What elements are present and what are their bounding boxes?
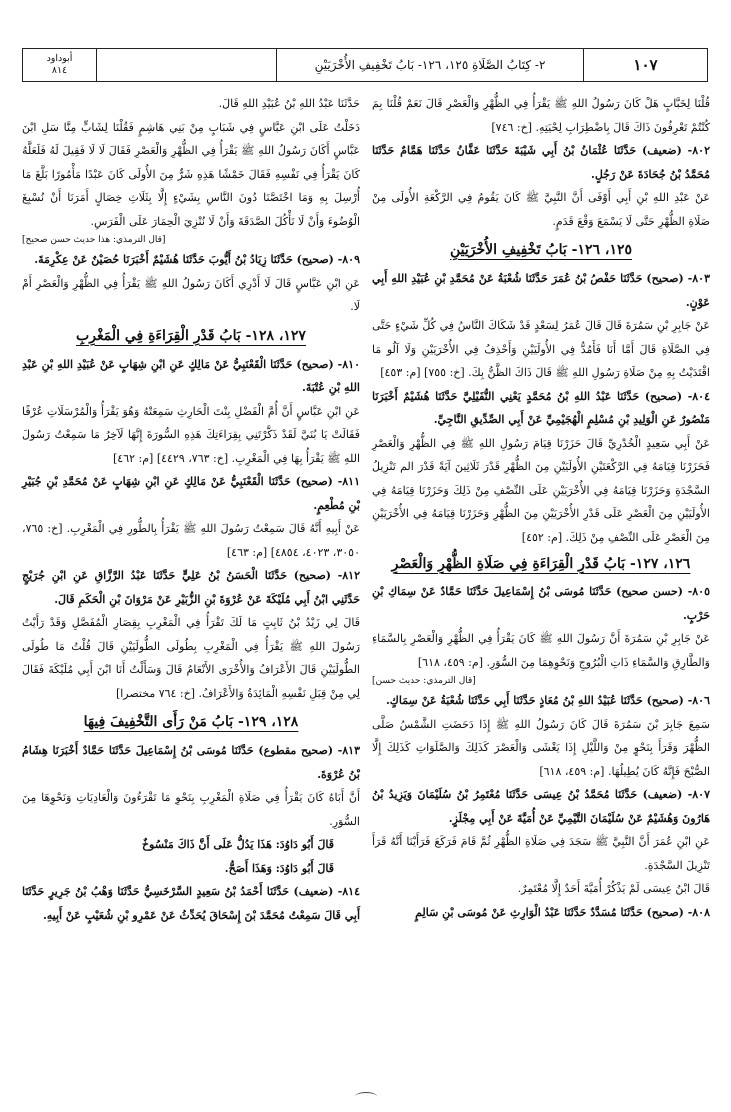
text-paragraph: عَنْ أَبِيهِ أَنَّهُ قَالَ سَمِعْتُ رَسُولَ اللهِ ﷺ يَقْرَأُ بِالطُّورِ فِي الْمَغْرِبِ. [خ: ٧٦٥، ٣٠٥٠، ٤٠٢٣، ٤٨٥٤] [م: ٤٦٣] [22, 522, 360, 559]
text-paragraph: عَنْ جَابِرِ بْنِ سَمُرَةَ قَالَ قَالَ عُمَرُ لِسَعْدٍ قَدْ شَكَاكَ النَّاسُ فِي كُلِّ شَيْءٍ حَتَّى فِي الصَّلَاةِ قَالَ أَمَّا أَنَا فَأَمُدُّ فِي الأُولَيَيْنِ وَأَحْذِفُ فِي الأُخْرَيَيْنِ وَلَا آلُو مَا اقْتَدَيْتُ بِهِ مِنْ صَلَاةِ رَسُولِ اللهِ ﷺ قَالَ ذَاكَ الظَّنُّ بِكَ. [خ: ٧٥٥] [م: ٤٥٣] [372, 319, 710, 379]
right-column [372, 92, 710, 1092]
hadith-chain: ٨٠٢- (ضعيف) حَدَّثَنَا عُثْمَانُ بْنُ أَبِي شَيْبَةَ حَدَّثَنَا عَفَّانُ حَدَّثَنَا هَمَّامٌ حَدَّثَنَا مُحَمَّدُ بْنُ جُحَادَةَ عَنْ رَجُلٍ. [372, 144, 710, 181]
hadith-chain: ٨١١- (صحيح) حَدَّثَنَا الْقَعْنَبِيُّ عَنْ مَالِكٍ عَنِ ابْنِ شِهَابٍ عَنْ مُحَمَّدِ بْنِ جُبَيْرِ بْنِ مُطْعِمٍ. [22, 475, 360, 512]
chapter-heading: ١٢٨، ١٢٩- بَابُ مَنْ رَأَى التَّخْفِيفَ فِيهَا [83, 714, 299, 730]
hadith-chain: ٨٠٤- (صحيح) حَدَّثَنَا عَبْدُ اللهِ بْنُ مُحَمَّدٍ يَعْنِي النُّفَيْلِيَّ حَدَّثَنَا هُشَيْمٌ أَخْبَرَنَا مَنْصُورٌ عَنِ الْوَلِيدِ بْنِ مُسْلِمٍ الْهُجَيْمِيِّ عَنْ أَبِي الصِّدِّيقِ النَّاجِيِّ. [372, 389, 710, 426]
hadith-chain: ٨١٤- (ضعيف) حَدَّثَنَا أَحْمَدُ بْنُ سَعِيدٍ السَّرْخَسِيُّ حَدَّثَنَا وَهْبُ بْنُ جَرِيرٍ حَدَّثَنَا أَبِي قَالَ سَمِعْتُ مُحَمَّدَ بْنَ إِسْحَاقَ يُحَدِّثُ عَنْ عَمْرِو بْنِ شُعَيْبٍ عَنْ أَبِيهِ. [22, 885, 360, 922]
footer-mark [355, 1092, 377, 1101]
hadith-number-ref: ٨١٤ [51, 65, 68, 76]
chapter-title: ٢- كِتَابُ الصَّلَاةِ ١٢٥، ١٢٦- بَابُ تَخْفِيفِ الأُخْرَيَيْنِ [276, 49, 583, 81]
book-name: أبوداود [46, 53, 73, 64]
text-paragraph: عَنِ ابْنِ عَبَّاسٍ أَنَّ أُمَّ الْفَضْلِ بِنْتَ الْحَارِثِ سَمِعَتْهُ وَهُوَ يَقْرَأُ وَالْمُرْسَلَاتِ عُرْفًا فَقَالَتْ يَا بُنَيَّ لَقَدْ ذَكَّرْتَنِي بِقِرَاءَتِكَ هَذِهِ السُّورَةَ إِنَّهَا لَآخِرُ مَا سَمِعْتُ رَسُولَ اللهِ ﷺ يَقْرَأُ بِهَا فِي الْمَغْرِبِ. [خ: ٧٦٣، ٤٤٢٩] [م: ٤٦٢] [22, 404, 360, 465]
text-paragraph: عَنِ ابْنِ عَبَّاسٍ قَالَ لَا أَدْرِي أَكَانَ رَسُولُ اللهِ ﷺ يَقْرَأُ فِي الظُّهْرِ وَالْعَصْرِ أَمْ لَا. [22, 276, 360, 313]
hadith-chain: ٨٠٥- (حسن صحيح) حَدَّثَنَا مُوسَى بْنُ إِسْمَاعِيلَ حَدَّثَنَا حَمَّادٌ عَنْ سِمَاكِ بْنِ حَرْبٍ. [372, 585, 710, 622]
text-paragraph: عَنِ ابْنِ عُمَرَ أَنَّ النَّبِيَّ ﷺ سَجَدَ فِي صَلَاةِ الظُّهْرِ ثُمَّ قَامَ فَرَكَعَ فَرَأَيْنَا أَنَّهُ قَرَأَ تَنْزِيلَ السَّجْدَةِ. [372, 835, 710, 872]
page-number: ١٠٧ [583, 49, 707, 81]
hadith-chain: ٨١٣- (صحيح مقطوع) حَدَّثَنَا مُوسَى بْنُ إِسْمَاعِيلَ حَدَّثَنَا حَمَّادٌ أَخْبَرَنَا هِشَامُ بْنُ عُرْوَةَ. [22, 744, 360, 781]
text-paragraph: دَخَلْتُ عَلَى ابْنِ عَبَّاسٍ فِي شَبَابٍ مِنْ بَنِي هَاشِمٍ فَقُلْنَا لِشَابٍّ مِنَّا سَلِ ابْنَ عَبَّاسٍ أَكَانَ رَسُولُ اللهِ ﷺ يَقْرَأُ فِي الظُّهْرِ وَالْعَصْرِ فَقَالَ لَا لَا فَقِيلَ لَهُ فَلَعَلَّهُ كَانَ يَقْرَأُ فِي نَفْسِهِ فَقَالَ خَمْشًا هَذِهِ شَرٌّ مِنَ الأُولَى كَانَ عَبْدًا مَأْمُورًا بَلَّغَ مَا أُرْسِلَ بِهِ وَمَا اخْتَصَّنَا دُونَ النَّاسِ بِشَيْءٍ إِلَّا بِثَلَاثِ خِصَالٍ أَمَرَنَا أَنْ نُسْبِغَ الْوُضُوءَ وَأَنْ لَا نَأْكُلَ الصَّدَقَةَ وَأَنْ لَا نُنْزِيَ الْحِمَارَ عَلَى الْفَرَسِ. [22, 120, 360, 228]
text-paragraph: حَدَّثَنَا عَبْدُ اللهِ بْنُ عُبَيْدِ اللهِ قَالَ. [218, 97, 360, 110]
hadith-chain: ٨١٢- (صحيح) حَدَّثَنَا الْحَسَنُ بْنُ عَلِيٍّ حَدَّثَنَا عَبْدُ الرَّزَّاقِ عَنِ ابْنِ جُرَيْجٍ حَدَّثَنِي ابْنُ أَبِي مُلَيْكَةَ عَنْ عُرْوَةَ بْنِ الزُّبَيْرِ عَنْ مَرْوَانَ بْنِ الْحَكَمِ قَالَ. [22, 569, 360, 606]
grading-note: [قال الترمذي: حديث حسن] [372, 676, 476, 686]
hadith-chain: ٨٠٦- (صحيح) حَدَّثَنَا عُبَيْدُ اللهِ بْنُ مُعَاذٍ حَدَّثَنَا أَبِي حَدَّثَنَا شُعْبَةُ عَنْ سِمَاكٍ. [385, 694, 710, 707]
text-paragraph: عَنْ جَابِرِ بْنِ سَمُرَةَ أَنَّ رَسُولَ اللهِ ﷺ كَانَ يَقْرَأُ فِي الظُّهْرِ وَالْعَصْرِ بِالسَّمَاءِ وَالطَّارِقِ وَالسَّمَاءِ ذَاتِ الْبُرُوجِ وَنَحْوِهِمَا مِنَ السُّوَرِ. [م: ٤٥٩، ٦١٨] [372, 632, 710, 669]
text-paragraph: عَنْ عَبْدِ اللهِ بْنِ أَبِي أَوْفَى أَنَّ النَّبِيَّ ﷺ كَانَ يَقُومُ فِي الرَّكْعَةِ الأُولَى مِنْ صَلَاةِ الظُّهْرِ حَتَّى لَا يَسْمَعَ وَقْعَ قَدَمٍ. [372, 191, 710, 228]
hadith-chain: ٨٠٧- (ضعيف) حَدَّثَنَا مُحَمَّدُ بْنُ عِيسَى حَدَّثَنَا مُعْتَمِرُ بْنُ سُلَيْمَانَ وَيَزِيدُ بْنُ هَارُونَ وَهُشَيْمٌ عَنْ سُلَيْمَانَ التَّيْمِيِّ عَنْ أُمَيَّةَ عَنْ أَبِي مِجْلَزٍ. [372, 788, 710, 825]
book-reference [23, 49, 96, 81]
left-column [22, 92, 360, 1092]
author-comment: قَالَ أَبُو دَاوُدَ: وَهَذَا أَصَحُّ. [224, 861, 334, 875]
hadith-chain: ٨١٠- (صحيح) حَدَّثَنَا الْقَعْنَبِيُّ عَنْ مَالِكٍ عَنِ ابْنِ شِهَابٍ عَنْ عُبَيْدِ اللهِ بْنِ عَبْدِ اللهِ بْنِ عُتْبَةَ. [22, 357, 360, 394]
text-paragraph: قَالَ ابْنُ عِيسَى لَمْ يَذْكُرْ أُمَيَّةَ أَحَدٌ إِلَّا مُعْتَمِرٌ. [517, 882, 710, 895]
chapter-heading: ١٢٦، ١٢٧- بَابُ قَدْرِ الْقِرَاءَةِ فِي صَلَاةِ الظُّهْرِ وَالْعَصْرِ [391, 556, 691, 572]
hadith-chain: ٨٠٨- (صحيح) حَدَّثَنَا مُسَدَّدٌ حَدَّثَنَا عَبْدُ الْوَارِثِ عَنْ مُوسَى بْنِ سَالِمٍ [415, 905, 710, 919]
grading-note: [قال الترمذي: هذا حديث حسن صحيح] [22, 235, 166, 245]
text-paragraph: سَمِعَ جَابِرَ بْنَ سَمُرَةَ قَالَ كَانَ رَسُولُ اللهِ ﷺ إِذَا دَحَضَتِ الشَّمْسُ صَلَّى الظُّهْرَ وَقَرَأَ بِنَحْوٍ مِنْ وَاللَّيْلِ إِذَا يَغْشَى وَالْعَصْرَ كَذَلِكَ وَالصَّلَوَاتِ كَذَلِكَ إِلَّا الصُّبْحَ فَإِنَّهُ كَانَ يُطِيلُهَا. [م: ٤٥٩، ٦١٨] [372, 717, 710, 778]
text-paragraph: قَالَ لِي زَيْدُ بْنُ ثَابِتٍ مَا لَكَ تَقْرَأُ فِي الْمَغْرِبِ بِقِصَارِ الْمُفَصَّلِ وَقَدْ رَأَيْتُ رَسُولَ اللهِ ﷺ يَقْرَأُ فِي الْمَغْرِبِ بِطُولَى الطُّولَيَيْنِ قَالَ قُلْتُ مَا طُولَى الطُّولَيَيْنِ قَالَ الأَعْرَافُ وَالأُخْرَى الأَنْعَامُ قَالَ وَسَأَلْتُ أَنَا ابْنَ أَبِي مُلَيْكَةَ فَقَالَ لِي مِنْ قِبَلِ نَفْسِهِ الْمَائِدَةُ وَالأَعْرَافُ. [خ: ٧٦٤ مختصرا] [22, 616, 360, 700]
hadith-chain: ٨٠٩- (صحيح) حَدَّثَنَا زِيَادُ بْنُ أَيُّوبَ حَدَّثَنَا هُشَيْمٌ أَخْبَرَنَا حُصَيْنٌ عَنْ عِكْرِمَةَ. [34, 253, 360, 266]
text-paragraph: قُلْنَا لِخَبَّابٍ هَلْ كَانَ رَسُولُ اللهِ ﷺ يَقْرَأُ فِي الظُّهْرِ وَالْعَصْرِ قَالَ نَعَمْ قُلْنَا بِمَ كُنْتُمْ تَعْرِفُونَ ذَاكَ قَالَ بِاضْطِرَابِ لِحْيَتِهِ. [خ: ٧٤٦] [372, 97, 710, 134]
text-paragraph: عَنْ أَبِي سَعِيدٍ الْخُدْرِيِّ قَالَ حَزَرْنَا قِيَامَ رَسُولِ اللهِ ﷺ فِي الظُّهْرِ وَالْعَصْرِ فَحَزَرْنَا قِيَامَهُ فِي الرَّكْعَتَيْنِ الأُولَيَيْنِ مِنَ الظُّهْرِ قَدْرَ ثَلَاثِينَ آيَةً قَدْرَ الم تَنْزِيلُ السَّجْدَةِ وَحَزَرْنَا قِيَامَهُ فِي الأُخْرَيَيْنِ عَلَى النِّصْفِ مِنْ ذَلِكَ وَحَزَرْنَا قِيَامَهُ فِي الأُولَيَيْنِ مِنَ الْعَصْرِ عَلَى قَدْرِ الأُخْرَيَيْنِ مِنَ الظُّهْرِ وَحَزَرْنَا قِيَامَهُ فِي الأُخْرَيَيْنِ مِنَ الْعَصْرِ عَلَى النِّصْفِ مِنْ ذَلِكَ. [م: ٤٥٢] [372, 436, 710, 544]
text-paragraph: أَنَّ أَبَاهُ كَانَ يَقْرَأُ فِي صَلَاةِ الْمَغْرِبِ بِنَحْوِ مَا تَقْرَءُونَ وَالْعَادِيَاتِ وَنَحْوِهَا مِنَ السُّوَرِ. [22, 791, 360, 828]
hadith-chain: ٨٠٣- (صحيح) حَدَّثَنَا حَفْصُ بْنُ عُمَرَ حَدَّثَنَا شُعْبَةُ عَنْ مُحَمَّدِ بْنِ عُبَيْدِ اللهِ أَبِي عَوْنٍ. [372, 272, 710, 309]
chapter-heading: ١٢٥، ١٢٦- بَابُ تَخْفِيفِ الأُخْرَيَيْنِ [449, 242, 633, 258]
header-blank-cell [96, 49, 276, 81]
page-header [22, 48, 708, 82]
chapter-heading: ١٢٧، ١٢٨- بَابُ قَدْرِ الْقِرَاءَةِ فِي الْمَغْرِبِ [76, 327, 306, 344]
author-comment: قَالَ أَبُو دَاوُدَ: هَذَا يَدُلُّ عَلَى أَنَّ ذَاكَ مَنْسُوخٌ [141, 838, 334, 851]
